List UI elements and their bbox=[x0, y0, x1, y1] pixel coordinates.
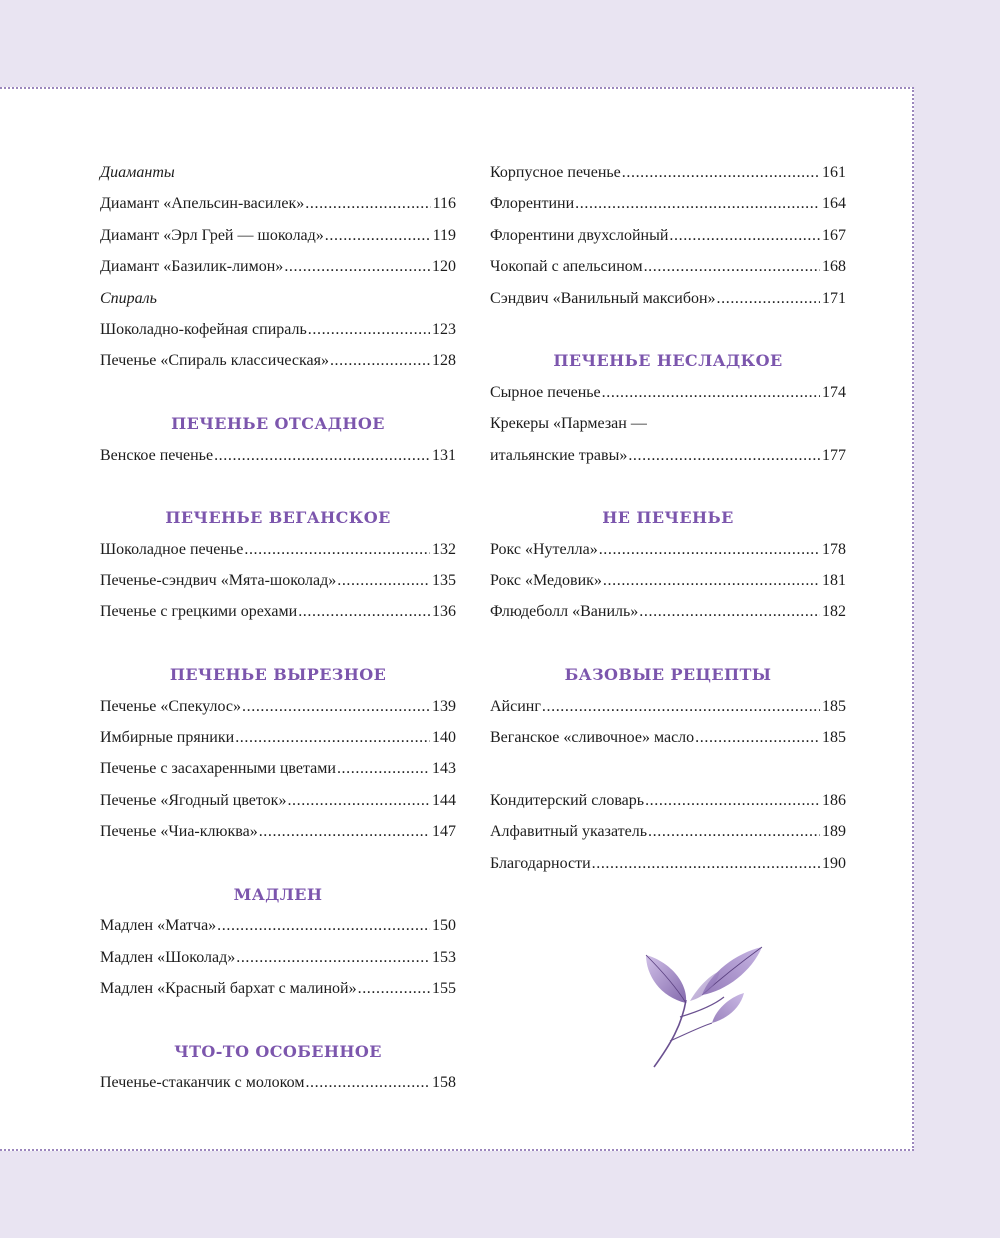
toc-entry bbox=[100, 596, 456, 627]
toc-entry bbox=[100, 753, 456, 784]
leader-dots bbox=[622, 157, 820, 188]
toc-left-column bbox=[100, 157, 456, 1099]
entry-title: Рокс «Нутелла» bbox=[490, 540, 598, 558]
entry-page: 158 bbox=[432, 1074, 456, 1092]
section-heading: ПЕЧЕНЬЕ ОТСАДНОЕ bbox=[171, 414, 385, 434]
leader-dots bbox=[214, 440, 430, 471]
leader-dots bbox=[639, 596, 820, 627]
toc-entry bbox=[100, 345, 456, 376]
entry-title: Мадлен «Шоколад» bbox=[100, 948, 236, 966]
entry-page: 139 bbox=[432, 697, 456, 715]
entry-title: Диамант «Эрл Грей — шоколад» bbox=[100, 226, 324, 244]
entry-title: Печенье «Ягодный цветок» bbox=[100, 791, 287, 809]
toc-entry bbox=[490, 722, 846, 753]
entry-page: 168 bbox=[822, 258, 846, 276]
leader-dots bbox=[244, 534, 430, 565]
entry-page: 167 bbox=[822, 226, 846, 244]
leader-dots bbox=[325, 220, 431, 251]
entry-page: 132 bbox=[432, 540, 456, 558]
entry-page: 155 bbox=[432, 980, 456, 998]
leader-dots bbox=[337, 565, 430, 596]
entry-title: Диамант «Базилик-лимон» bbox=[100, 258, 284, 276]
leader-dots bbox=[308, 314, 430, 345]
entry-title: Чокопай с апельсином bbox=[490, 258, 643, 276]
entry-title: Флюдеболл «Ваниль» bbox=[490, 603, 639, 621]
toc-entry bbox=[490, 377, 846, 408]
entry-page: 185 bbox=[822, 697, 846, 715]
entry-title: Корпусное печенье bbox=[490, 164, 621, 181]
toc-entry bbox=[100, 816, 456, 847]
toc-entry bbox=[100, 691, 456, 722]
entry-title: Шоколадно-кофейная спираль bbox=[100, 320, 307, 338]
toc-entry bbox=[100, 440, 456, 471]
entry-title: Печенье «Спираль классическая» bbox=[100, 352, 329, 370]
leader-dots bbox=[648, 816, 820, 847]
leader-dots bbox=[644, 251, 820, 282]
toc-right-column bbox=[490, 157, 846, 879]
toc-entry bbox=[100, 1067, 456, 1098]
leader-dots bbox=[592, 848, 820, 879]
leader-dots bbox=[358, 973, 430, 1004]
toc-entry bbox=[490, 785, 846, 816]
entry-title: Печенье с засахаренными цветами bbox=[100, 760, 336, 778]
toc-entry bbox=[100, 314, 456, 345]
entry-title: Печенье-сэндвич «Мята-шоколад» bbox=[100, 572, 337, 590]
entry-page: 120 bbox=[432, 258, 456, 276]
entry-title: Печенье «Спекулос» bbox=[100, 697, 242, 715]
toc-entry bbox=[490, 440, 846, 471]
toc-entry bbox=[490, 534, 846, 565]
toc-entry bbox=[490, 848, 846, 879]
section-heading: ЧТО-ТО ОСОБЕННОЕ bbox=[174, 1041, 382, 1061]
toc-entry bbox=[490, 188, 846, 219]
entry-page: 128 bbox=[432, 352, 456, 370]
leader-dots bbox=[575, 188, 820, 219]
section-heading: НЕ ПЕЧЕНЬЕ bbox=[602, 508, 734, 528]
leader-dots bbox=[645, 785, 820, 816]
toc-entry bbox=[100, 251, 456, 282]
leader-dots bbox=[602, 377, 820, 408]
toc-entry bbox=[100, 973, 456, 1004]
leader-dots bbox=[287, 785, 430, 816]
entry-page: 161 bbox=[822, 164, 846, 181]
entry-title: Мадлен «Красный бархат с малиной» bbox=[100, 980, 357, 998]
toc-entry bbox=[490, 596, 846, 627]
entry-title: Диамант «Апельсин-василек» bbox=[100, 195, 305, 213]
entry-page: 135 bbox=[432, 572, 456, 590]
entry-page: 182 bbox=[822, 603, 846, 621]
toc-entry-line1: Крекеры «Пармезан — bbox=[490, 415, 647, 433]
leader-dots bbox=[542, 691, 820, 722]
entry-page: 143 bbox=[432, 760, 456, 778]
leader-dots bbox=[305, 1067, 430, 1098]
entry-page: 186 bbox=[822, 791, 846, 809]
entry-title: Имбирные пряники bbox=[100, 729, 235, 747]
entry-page: 150 bbox=[432, 917, 456, 935]
entry-page: 174 bbox=[822, 383, 846, 401]
entry-title: Флорентини двухслойный bbox=[490, 226, 669, 244]
entry-page: 189 bbox=[822, 823, 846, 841]
toc-entry bbox=[100, 565, 456, 596]
subsection-diamanty: Диаманты bbox=[100, 164, 175, 181]
toc-entry bbox=[100, 722, 456, 753]
toc-entry bbox=[100, 188, 456, 219]
entry-title: Сэндвич «Ванильный максибон» bbox=[490, 289, 716, 307]
leader-dots bbox=[695, 722, 820, 753]
toc-entry bbox=[100, 220, 456, 251]
entry-page: 190 bbox=[822, 854, 846, 872]
entry-page: 136 bbox=[432, 603, 456, 621]
entry-title: Печенье-стаканчик с молоком bbox=[100, 1074, 305, 1092]
entry-title: Сырное печенье bbox=[490, 383, 601, 401]
leader-dots bbox=[599, 534, 820, 565]
entry-page: 147 bbox=[432, 823, 456, 841]
entry-title: итальянские травы» bbox=[490, 446, 628, 464]
entry-page: 171 bbox=[822, 289, 846, 307]
entry-page: 178 bbox=[822, 540, 846, 558]
entry-title: Благодарности bbox=[490, 854, 591, 872]
entry-title: Мадлен «Матча» bbox=[100, 917, 217, 935]
entry-page: 123 bbox=[432, 320, 456, 338]
subsection-spiral: Спираль bbox=[100, 289, 157, 307]
section-heading: БАЗОВЫЕ РЕЦЕПТЫ bbox=[564, 665, 772, 685]
leaf-illustration-icon bbox=[640, 945, 770, 1070]
entry-title: Печенье «Чиа-клюква» bbox=[100, 823, 258, 841]
toc-entry bbox=[490, 157, 846, 188]
entry-page: 153 bbox=[432, 948, 456, 966]
leader-dots bbox=[259, 816, 430, 847]
toc-entry bbox=[100, 534, 456, 565]
leader-dots bbox=[717, 283, 820, 314]
entry-title: Шоколадное печенье bbox=[100, 540, 244, 558]
entry-page: 181 bbox=[822, 572, 846, 590]
entry-title: Алфавитный указатель bbox=[490, 823, 648, 841]
entry-title: Печенье с грецкими орехами bbox=[100, 603, 298, 621]
toc-entry bbox=[490, 565, 846, 596]
entry-page: 119 bbox=[432, 226, 456, 244]
leader-dots bbox=[669, 220, 820, 251]
toc-entry bbox=[490, 251, 846, 282]
entry-page: 164 bbox=[822, 195, 846, 213]
leader-dots bbox=[284, 251, 430, 282]
leader-dots bbox=[236, 942, 430, 973]
section-heading: МАДЛЕН bbox=[233, 884, 323, 904]
entry-title: Кондитерский словарь bbox=[490, 791, 645, 809]
entry-title: Айсинг bbox=[490, 697, 541, 715]
leader-dots bbox=[217, 910, 430, 941]
section-heading: ПЕЧЕНЬЕ ВЫРЕЗНОЕ bbox=[169, 665, 387, 685]
section-heading: ПЕЧЕНЬЕ ВЕГАНСКОЕ bbox=[165, 508, 391, 528]
entry-page: 177 bbox=[822, 446, 846, 464]
toc-entry bbox=[100, 942, 456, 973]
entry-page: 140 bbox=[432, 729, 456, 747]
entry-title: Рокс «Медовик» bbox=[490, 572, 602, 590]
entry-title: Венское печенье bbox=[100, 446, 214, 464]
leader-dots bbox=[305, 188, 430, 219]
leader-dots bbox=[298, 596, 430, 627]
leader-dots bbox=[235, 722, 430, 753]
entry-page: 144 bbox=[432, 791, 456, 809]
leader-dots bbox=[628, 440, 820, 471]
entry-page: 131 bbox=[432, 446, 456, 464]
entry-page: 116 bbox=[432, 195, 456, 213]
toc-entry bbox=[490, 691, 846, 722]
toc-entry bbox=[490, 816, 846, 847]
leader-dots bbox=[337, 753, 430, 784]
entry-page: 185 bbox=[822, 729, 846, 747]
section-heading: ПЕЧЕНЬЕ НЕСЛАДКОЕ bbox=[553, 351, 783, 371]
toc-entry bbox=[100, 910, 456, 941]
leader-dots bbox=[242, 691, 430, 722]
entry-title: Веганское «сливочное» масло bbox=[490, 729, 695, 747]
leader-dots bbox=[330, 345, 430, 376]
leader-dots bbox=[603, 565, 820, 596]
toc-entry bbox=[100, 785, 456, 816]
entry-title: Флорентини bbox=[490, 195, 575, 213]
toc-entry bbox=[490, 283, 846, 314]
toc-entry bbox=[490, 220, 846, 251]
